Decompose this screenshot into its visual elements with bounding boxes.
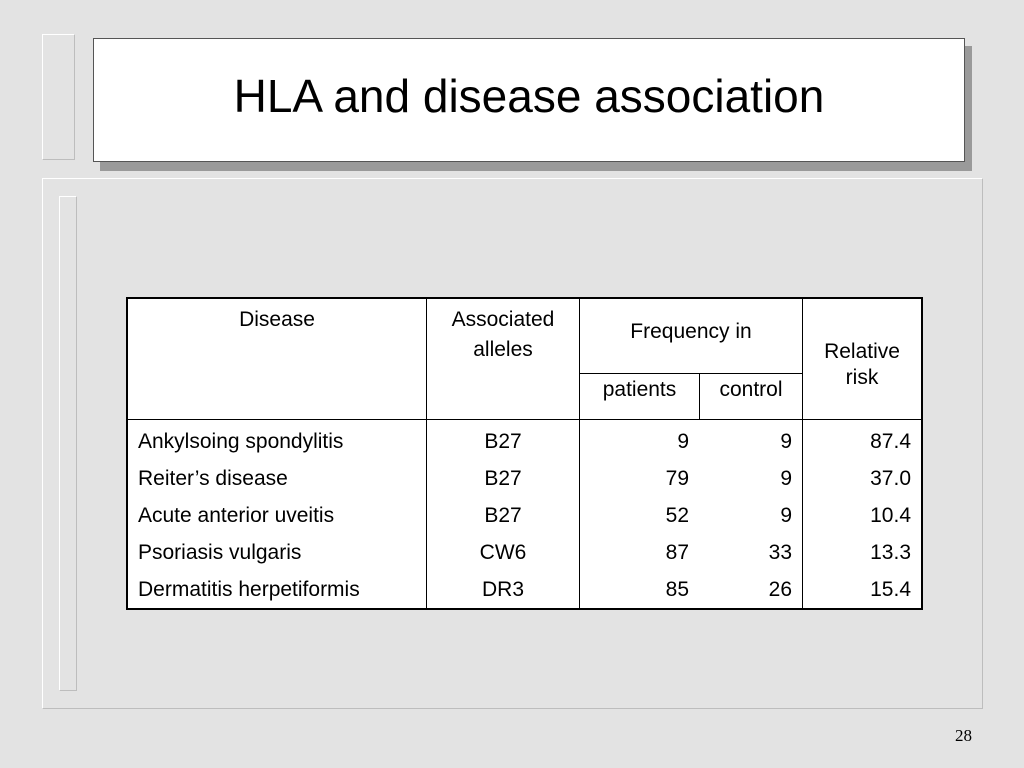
header-risk-line2: risk bbox=[845, 366, 879, 389]
cell-patients: 87 bbox=[665, 541, 689, 564]
header-alleles-line2: alleles bbox=[473, 338, 533, 361]
cell-risk: 15.4 bbox=[870, 578, 911, 601]
cell-control: 9 bbox=[780, 467, 792, 490]
cell-control: 26 bbox=[768, 578, 792, 601]
decorative-bar-left bbox=[59, 196, 77, 691]
decorative-bar-top bbox=[42, 34, 75, 160]
cell-control: 33 bbox=[768, 541, 792, 564]
cell-control: 9 bbox=[780, 430, 792, 453]
cell-allele: CW6 bbox=[479, 541, 527, 564]
cell-allele: B27 bbox=[484, 467, 522, 490]
cell-risk: 10.4 bbox=[870, 504, 911, 527]
header-disease: Disease bbox=[239, 308, 315, 331]
row-divider bbox=[579, 373, 802, 374]
cell-disease: Psoriasis vulgaris bbox=[138, 541, 302, 564]
cell-control: 9 bbox=[780, 504, 792, 527]
cell-disease: Dermatitis herpetiformis bbox=[138, 578, 360, 601]
cell-risk: 37.0 bbox=[870, 467, 911, 490]
cell-disease: Acute anterior uveitis bbox=[138, 504, 335, 527]
cell-patients: 79 bbox=[665, 467, 689, 490]
header-patients: patients bbox=[602, 378, 677, 401]
cell-patients: 52 bbox=[665, 504, 689, 527]
cell-allele: B27 bbox=[484, 430, 522, 453]
cell-patients: 9 bbox=[677, 430, 689, 453]
slide-title: HLA and disease association bbox=[233, 70, 825, 122]
header-divider bbox=[128, 419, 921, 420]
header-frequency: Frequency in bbox=[630, 320, 752, 343]
cell-disease: Reiter’s disease bbox=[138, 467, 288, 490]
page-number: 28 bbox=[955, 726, 972, 745]
cell-allele: B27 bbox=[484, 504, 522, 527]
cell-patients: 85 bbox=[665, 578, 689, 601]
cell-risk: 87.4 bbox=[870, 430, 911, 453]
cell-allele: DR3 bbox=[481, 578, 524, 601]
cell-disease: Ankylsoing spondylitis bbox=[138, 430, 344, 453]
header-alleles-line1: Associated bbox=[451, 308, 555, 331]
header-risk-line1: Relative bbox=[824, 340, 900, 363]
hla-disease-table bbox=[126, 297, 923, 610]
title-box bbox=[93, 38, 965, 162]
header-control: control bbox=[719, 378, 783, 401]
cell-risk: 13.3 bbox=[870, 541, 911, 564]
